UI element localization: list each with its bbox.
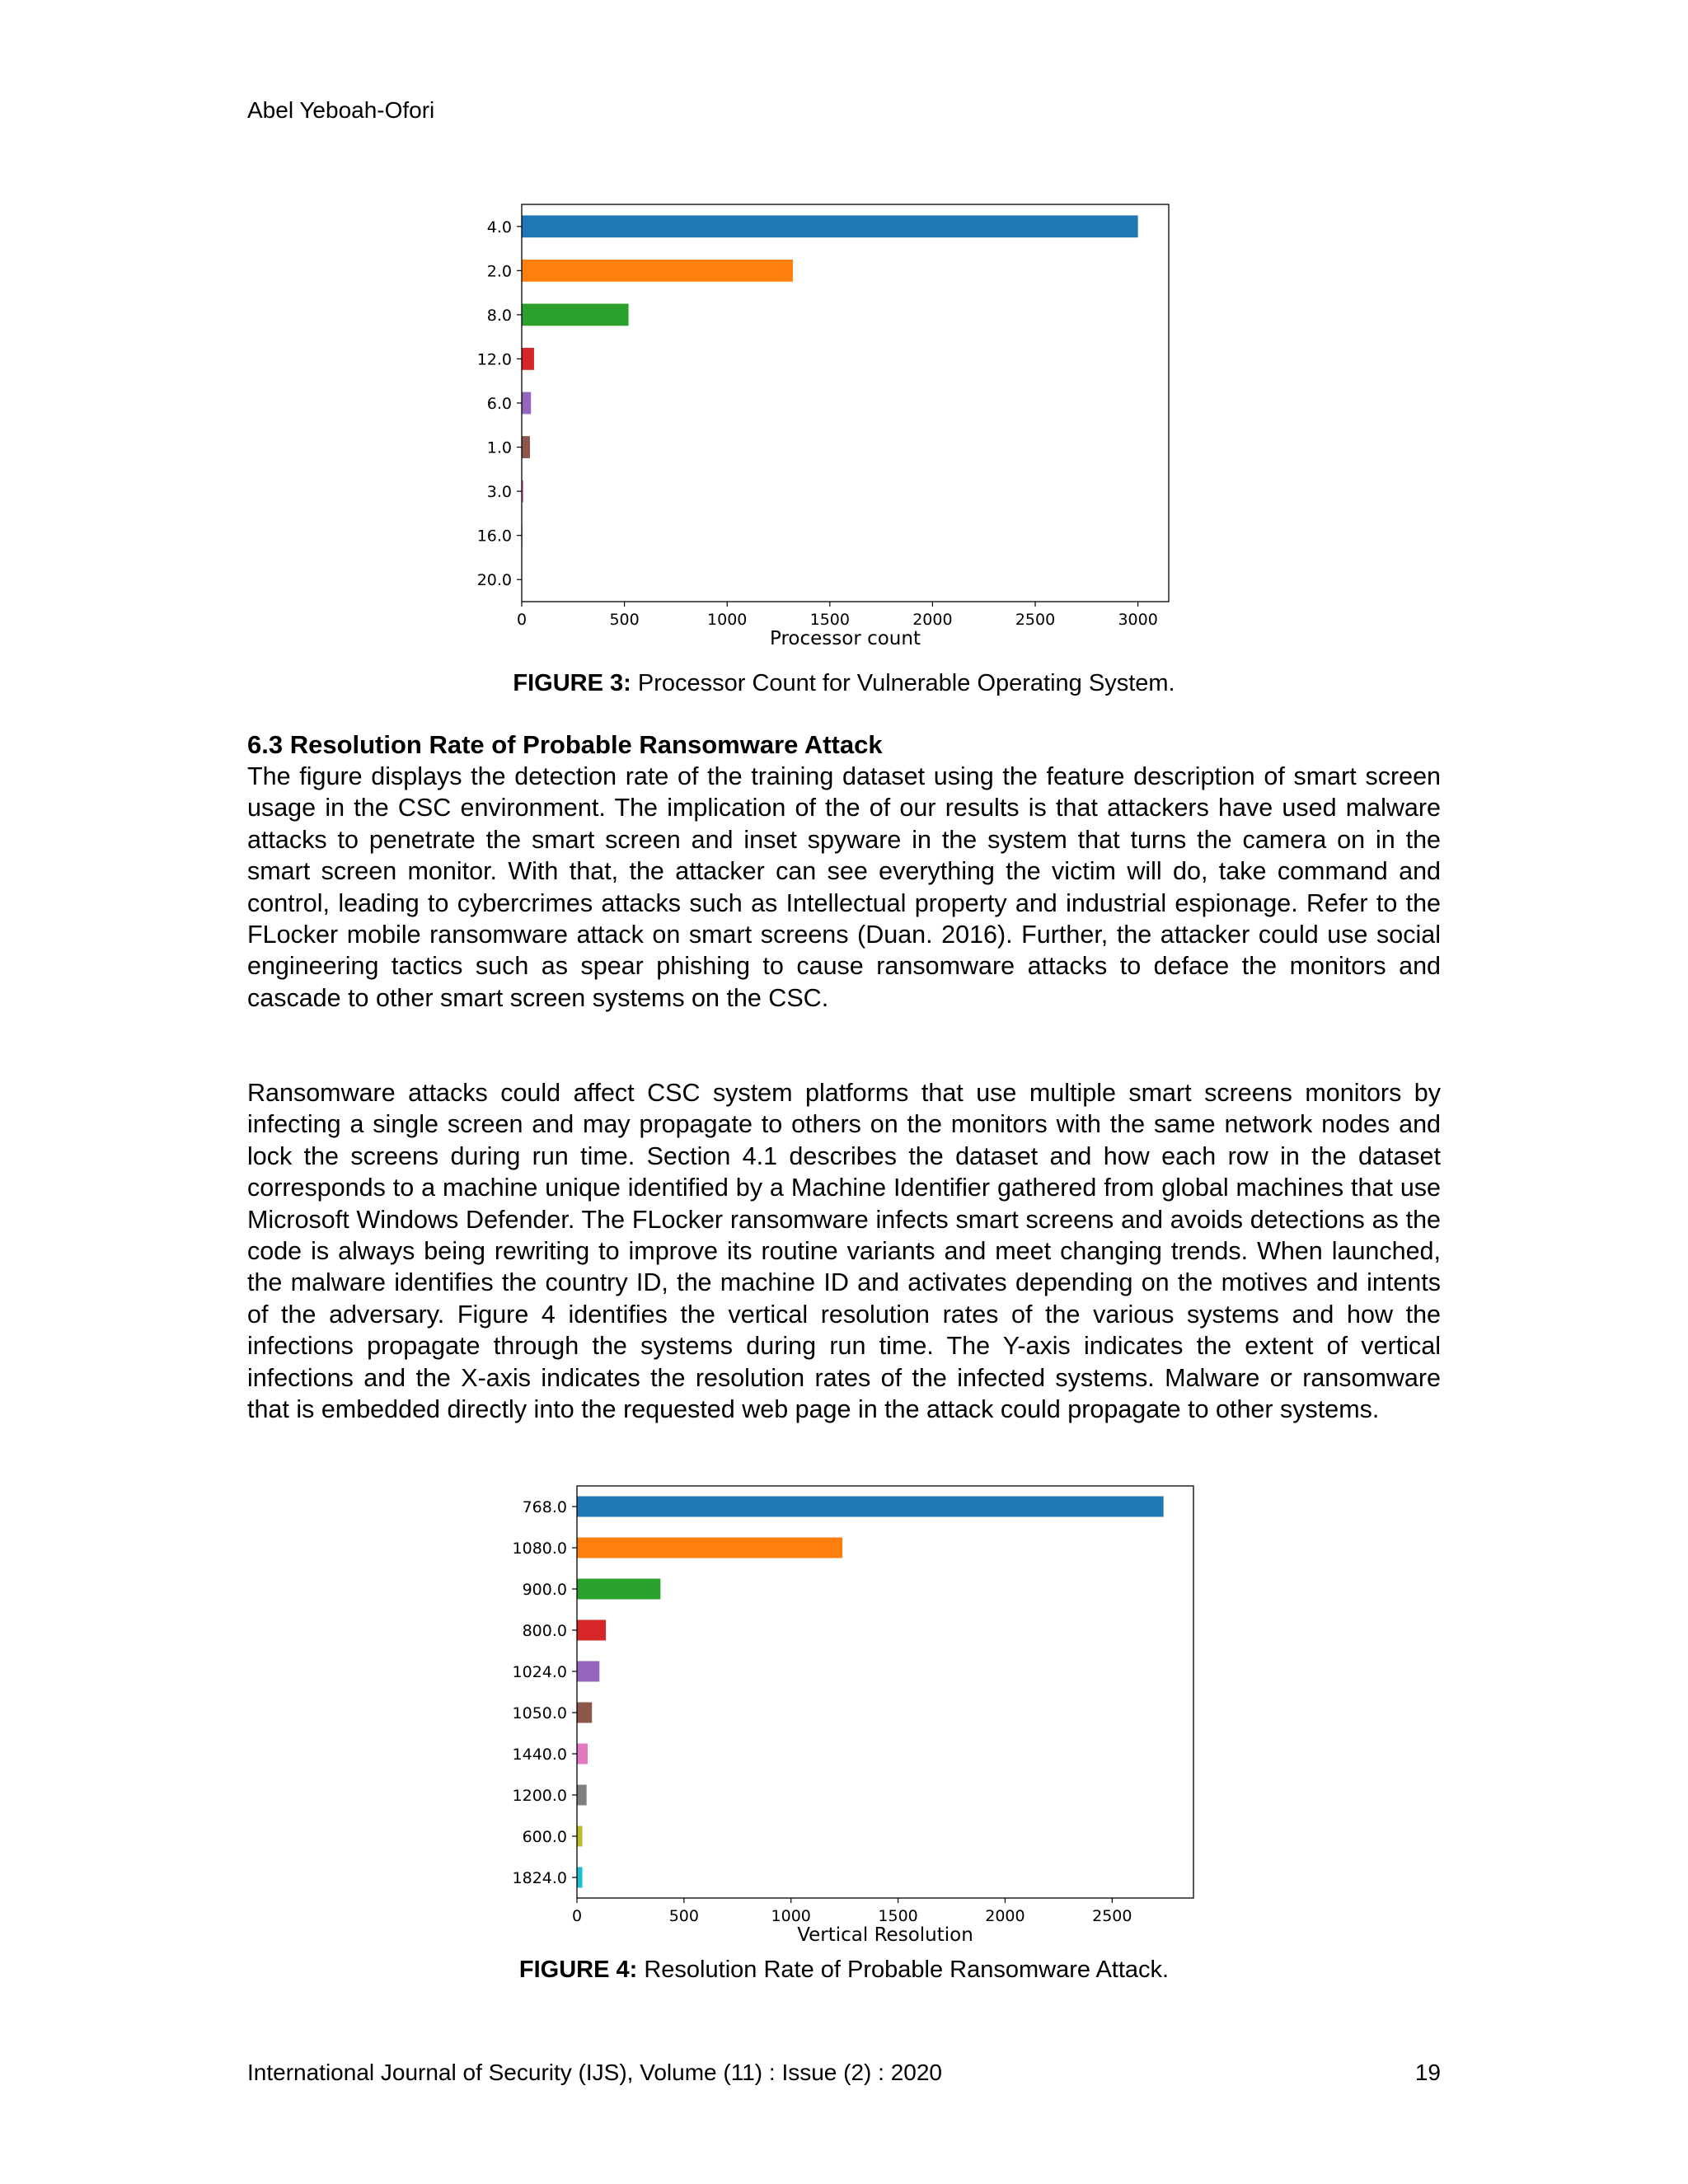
chart1-ytick-label: 20.0 — [476, 571, 512, 590]
chart1-ytick-label: 1.0 — [486, 438, 512, 457]
chart2-xtick-label: 2500 — [1092, 1907, 1132, 1925]
figure-3-chart — [462, 198, 1203, 659]
figure-4-chart — [486, 1479, 1212, 1946]
footer-journal: International Journal of Security (IJS), Volume (11) : Issue (2) : 2020 — [247, 2060, 942, 2085]
chart1-xtick-label: 1500 — [809, 611, 850, 629]
section-title: 6.3 Resolution Rate of Probable Ransomware Attack — [247, 730, 883, 759]
chart1-bar-12.0 — [522, 348, 534, 370]
chart2-bar-1200.0 — [577, 1785, 587, 1806]
chart2-x-axis-label: Vertical Resolution — [797, 1924, 973, 1946]
vertical-resolution-bar-chart — [486, 1479, 1212, 1946]
chart1-xtick-label: 0 — [516, 611, 528, 629]
chart1-ytick-label: 12.0 — [476, 350, 512, 369]
chart2-ytick-label: 1050.0 — [512, 1704, 567, 1722]
chart2-bar-1024.0 — [577, 1661, 599, 1682]
chart2-ytick-label: 900.0 — [522, 1581, 567, 1599]
chart1-bar-1.0 — [522, 436, 530, 458]
chart2-ytick-label: 768.0 — [522, 1498, 567, 1516]
chart1-ytick-label: 3.0 — [486, 483, 512, 502]
chart1-xtick-label: 2500 — [1015, 611, 1056, 629]
chart2-ytick-label: 1080.0 — [512, 1540, 567, 1558]
chart1-ytick-label: 8.0 — [486, 306, 512, 325]
chart1-x-axis-label: Processor count — [770, 628, 921, 649]
figure-3-caption — [247, 669, 1441, 697]
chart2-bar-768.0 — [577, 1497, 1164, 1517]
chart2-ytick-label: 1440.0 — [512, 1746, 567, 1764]
figure-4-caption-label: FIGURE 4: — [518, 1957, 638, 1983]
footer-page-number: 19 — [1414, 2060, 1441, 2085]
chart1-xtick-label: 1000 — [707, 611, 748, 629]
chart1-bar-4.0 — [522, 215, 1138, 237]
chart2-ytick-label: 1024.0 — [512, 1663, 567, 1681]
figure-3-caption-label: FIGURE 3: — [513, 670, 631, 696]
figure-3-caption-text: Processor Count for Vulnerable Operating System. — [637, 670, 1175, 696]
chart1-xtick-label: 3000 — [1118, 611, 1158, 629]
chart1-bar-2.0 — [522, 260, 793, 282]
chart1-xtick-label: 2000 — [912, 611, 953, 629]
chart2-xtick-label: 0 — [571, 1907, 583, 1925]
chart2-xtick-label: 2000 — [985, 1907, 1025, 1925]
chart2-ytick-label: 800.0 — [522, 1622, 567, 1640]
section-paragraph-1: The figure displays the detection rate of the training dataset using the feature description of smart screen usage in the CSC environment. The implication of the of our results is that attackers have used malware attacks to penetrate the smart screen and inset spyware in the system that turns the camera on in the smart screen monitor. With that, the attacker can see everything the victim will do, take command and control, leading to cybercrimes attacks such as Intellectual property and industrial espionage. Refer to the FLocker mobile ransomware attack on smart screens (Duan. 2016). Further, the attacker could use social engineering tactics such as spear phishing to cause ransomware attacks to deface the monitors and cascade to other smart screen systems on the CSC. — [247, 762, 1441, 1012]
chart2-xtick-label: 500 — [668, 1907, 699, 1925]
chart1-xtick-label: 500 — [609, 611, 640, 629]
chart2-xtick-label: 1000 — [771, 1907, 811, 1925]
chart2-xtick-label: 1500 — [878, 1907, 918, 1925]
chart2-bar-600.0 — [577, 1826, 582, 1847]
chart1-ytick-label: 6.0 — [486, 395, 512, 413]
chart2-bar-1440.0 — [577, 1744, 588, 1765]
chart2-bar-800.0 — [577, 1620, 606, 1641]
chart2-ytick-label: 600.0 — [522, 1828, 567, 1846]
chart1-ytick-label: 4.0 — [486, 218, 512, 237]
figure-4-caption — [247, 1956, 1441, 1984]
chart2-bar-900.0 — [577, 1579, 660, 1600]
chart2-ytick-label: 1824.0 — [512, 1869, 567, 1887]
chart1-bar-6.0 — [522, 392, 531, 415]
running-header-author: Abel Yeboah-Ofori — [247, 97, 435, 123]
chart2-bar-1080.0 — [577, 1538, 842, 1558]
page-footer — [247, 2059, 1441, 2087]
chart1-ytick-label: 2.0 — [486, 262, 512, 281]
chart1-ytick-label: 16.0 — [476, 527, 512, 546]
processor-count-bar-chart — [462, 198, 1203, 659]
chart2-bar-1824.0 — [577, 1868, 582, 1888]
chart2-ytick-label: 1200.0 — [512, 1787, 567, 1805]
chart1-bar-8.0 — [522, 304, 629, 326]
figure-4-caption-text: Resolution Rate of Probable Ransomware Attack. — [644, 1957, 1170, 1983]
section-paragraph-2: Ransomware attacks could affect CSC system platforms that use multiple smart screens monitors by infecting a single screen and may propagate to others on the monitors with the same network nodes and lock the screens during run time. Section 4.1 describes the dataset and how each row in the dataset corresponds to a machine unique identified by a Machine Identifier gathered from global machines that use Microsoft Windows Defender. The FLocker ransomware infects smart screens and avoids detections as the code is always being rewriting to improve its routine variants and meet changing trends. When launched, the malware identifies the country ID, the machine ID and activates depending on the motives and intents of the adversary. Figure 4 identifies the vertical resolution rates of the various systems and how the infections propagate through the systems during run time. The Y-axis indicates the extent of vertical infections and the X-axis indicates the resolution rates of the infected systems. Malware or ransomware that is embedded directly into the requested web page in the attack could propagate to other systems. — [247, 1079, 1441, 1424]
chart2-bar-1050.0 — [577, 1703, 592, 1723]
